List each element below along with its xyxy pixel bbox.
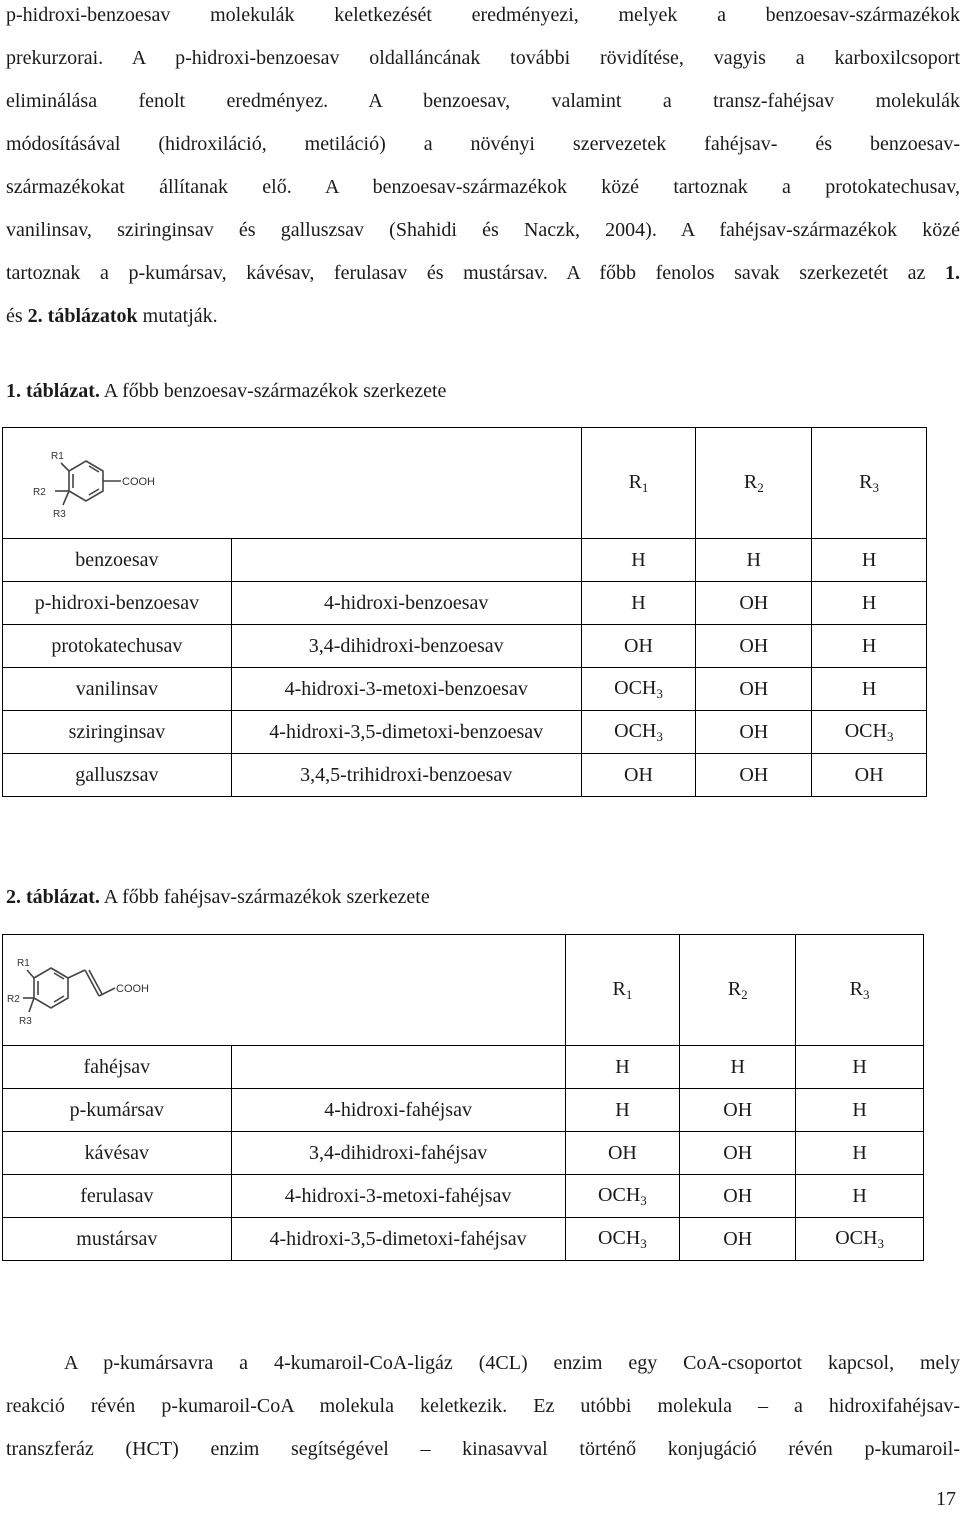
r1-cell: OH xyxy=(565,1132,680,1175)
intro-line: vanilinsav, sziringinsav és galluszsav (Shahidi és Naczk, 2004). A fahéjsav-származékok közé xyxy=(6,219,960,241)
compound-name-cell: vanilinsav xyxy=(3,668,232,711)
table-row xyxy=(3,1046,924,1089)
table2-header-r2 xyxy=(680,935,796,1046)
table1-header-row xyxy=(3,428,927,539)
r2-cell: H xyxy=(696,539,812,582)
iupac-name-cell: 3,4,5-trihidroxi-benzoesav xyxy=(231,754,581,797)
iupac-name-cell: 4-hidroxi-benzoesav xyxy=(231,582,581,625)
table-row xyxy=(3,668,927,711)
r3-cell: H xyxy=(812,625,927,668)
r1-cell: $OCH_3$ xyxy=(565,1175,680,1218)
table-row xyxy=(3,539,927,582)
r3-sub: 3 xyxy=(872,479,879,495)
compound-name-cell: protokatechusav xyxy=(3,625,232,668)
r2-cell: OH xyxy=(680,1132,796,1175)
cooh-label: COOH xyxy=(122,476,155,488)
r1-cell: OH xyxy=(581,625,696,668)
table-row xyxy=(3,1175,924,1218)
table1-body xyxy=(3,539,927,797)
table1-caption xyxy=(6,380,446,403)
r3-label: R3 xyxy=(53,509,66,520)
table1-header-r2 xyxy=(696,428,812,539)
r3-cell: H xyxy=(812,539,927,582)
intro-line: prekurzorai. A p-hidroxi-benzoesav oldalláncának további rövidítése, vagyis a karboxilcsoport xyxy=(6,47,960,69)
r1-label: R1 xyxy=(51,451,64,462)
r1-cell: OH xyxy=(581,754,696,797)
cinnamic-acid-structure-image xyxy=(9,950,169,1030)
compound-name-cell: galluszsav xyxy=(3,754,232,797)
r1-cell: $OCH_3$ xyxy=(581,668,696,711)
r2-letter: R xyxy=(743,470,758,493)
r1-cell: H xyxy=(565,1089,680,1132)
r1-sub: 1 xyxy=(625,986,633,1002)
intro-line-last xyxy=(6,295,960,338)
iupac-name-cell: 4-hidroxi-3-metoxi-fahéjsav xyxy=(231,1175,565,1218)
iupac-name-cell: 3,4-dihidroxi-fahéjsav xyxy=(231,1132,565,1175)
r3-cell: H xyxy=(796,1089,924,1132)
table1-caption-text: A főbb benzoesav-származékok szerkezete xyxy=(103,380,447,402)
table2 xyxy=(2,934,924,1261)
page-number: 17 xyxy=(936,1488,956,1510)
table1-header-r3 xyxy=(812,428,927,539)
table-ref-1: 1. xyxy=(945,262,960,284)
r3-cell: H xyxy=(812,668,927,711)
intro-line xyxy=(6,252,960,295)
table2-caption-label: 2. táblázat. xyxy=(6,886,100,908)
intro-line: módosításával (hidroxiláció, metiláció) a növényi szervezetek fahéjsav- és benzoesav- xyxy=(6,133,960,155)
r3-label: R3 xyxy=(19,1016,32,1027)
intro-line: p-hidroxi-benzoesav molekulák keletkezését eredményezi, melyek a benzoesav-származékok xyxy=(6,4,960,26)
r2-sub: 2 xyxy=(757,479,764,495)
r3-cell: $OCH_3$ xyxy=(796,1218,924,1261)
iupac-name-cell: 4-hidroxi-3,5-dimetoxi-fahéjsav xyxy=(231,1218,565,1261)
r3-letter: R xyxy=(859,470,873,493)
compound-name-cell: fahéjsav xyxy=(3,1046,232,1089)
iupac-name-cell: 4-hidroxi-fahéjsav xyxy=(231,1089,565,1132)
r1-cell: $OCH_3$ xyxy=(581,711,696,754)
r1-cell: $OCH_3$ xyxy=(565,1218,680,1261)
table-ref-2: 2. táblázatok xyxy=(27,305,138,327)
r3-cell: H xyxy=(796,1175,924,1218)
closing-paragraph xyxy=(6,1342,960,1471)
compound-name-cell: benzoesav xyxy=(3,539,232,582)
iupac-name-cell: 4-hidroxi-3,5-dimetoxi-benzoesav xyxy=(231,711,581,754)
r2-label: R2 xyxy=(7,994,20,1005)
iupac-name-cell xyxy=(231,539,581,582)
table2-structure-cell xyxy=(3,935,566,1046)
table-row xyxy=(3,1132,924,1175)
table-row xyxy=(3,1218,924,1261)
iupac-name-cell xyxy=(231,1046,565,1089)
compound-name-cell: mustársav xyxy=(3,1218,232,1261)
r1-label: R1 xyxy=(17,958,30,969)
table2-body xyxy=(3,1046,924,1261)
table1 xyxy=(2,427,927,797)
cooh-label: COOH xyxy=(116,983,149,995)
r2-cell: OH xyxy=(696,711,812,754)
r3-letter: R xyxy=(849,977,863,1000)
closing-line: transzferáz (HCT) enzim segítségével – kinasavval történő konjugáció révén p-kumaroil- xyxy=(6,1438,960,1460)
table1-structure-cell xyxy=(3,428,582,539)
table-row xyxy=(3,754,927,797)
table2-header-r1 xyxy=(565,935,680,1046)
table-row xyxy=(3,582,927,625)
table2-caption xyxy=(6,886,430,909)
iupac-name-cell: 4-hidroxi-3-metoxi-benzoesav xyxy=(231,668,581,711)
intro-line: származékokat állítanak elő. A benzoesav-származékok közé tartoznak a protokatechusav, xyxy=(6,176,960,198)
r3-cell: H xyxy=(812,582,927,625)
table1-header-r1 xyxy=(581,428,696,539)
r2-cell: OH xyxy=(696,582,812,625)
compound-name-cell: p-kumársav xyxy=(3,1089,232,1132)
closing-line: A p-kumársavra a 4-kumaroil-CoA-ligáz (4CL) enzim egy CoA-csoportot kapcsol, mely xyxy=(64,1352,960,1374)
table-row xyxy=(3,711,927,754)
r1-letter: R xyxy=(628,470,642,493)
table1-caption-label: 1. táblázat. xyxy=(6,380,100,402)
r1-letter: R xyxy=(612,977,626,1000)
r2-cell: OH xyxy=(696,668,812,711)
r3-cell: H xyxy=(796,1132,924,1175)
r3-cell: $OCH_3$ xyxy=(812,711,927,754)
r2-cell: OH xyxy=(680,1218,796,1261)
r3-cell: H xyxy=(796,1046,924,1089)
intro-paragraph xyxy=(6,0,960,338)
r1-cell: H xyxy=(581,539,696,582)
compound-name-cell: sziringinsav xyxy=(3,711,232,754)
r1-sub: 1 xyxy=(641,479,649,495)
table2-caption-text: A főbb fahéjsav-származékok szerkezete xyxy=(103,886,430,908)
r1-cell: H xyxy=(565,1046,680,1089)
r3-cell: OH xyxy=(812,754,927,797)
closing-line: reakció révén p-kumaroil-CoA molekula keletkezik. Ez utóbbi molekula – a hidroxifahéjsav- xyxy=(6,1395,960,1417)
intro-line-text: tartoznak a p-kumársav, kávésav, ferulasav és mustársav. A főbb fenolos savak szerkezetét az xyxy=(6,262,926,284)
r2-cell: OH xyxy=(696,754,812,797)
table-row xyxy=(3,1089,924,1132)
benzoic-acid-structure-image xyxy=(31,443,171,523)
r1-cell: H xyxy=(581,582,696,625)
compound-name-cell: p-hidroxi-benzoesav xyxy=(3,582,232,625)
table-row xyxy=(3,625,927,668)
r2-letter: R xyxy=(727,977,742,1000)
r2-cell: OH xyxy=(680,1089,796,1132)
iupac-name-cell: 3,4-dihidroxi-benzoesav xyxy=(231,625,581,668)
r2-cell: OH xyxy=(696,625,812,668)
r3-sub: 3 xyxy=(862,986,870,1002)
r2-cell: OH xyxy=(680,1175,796,1218)
compound-name-cell: kávésav xyxy=(3,1132,232,1175)
compound-name-cell: ferulasav xyxy=(3,1175,232,1218)
intro-suffix: mutatják. xyxy=(142,305,218,327)
table2-header-row xyxy=(3,935,924,1046)
r2-sub: 2 xyxy=(741,986,748,1002)
r2-cell: H xyxy=(680,1046,796,1089)
r2-label: R2 xyxy=(33,487,46,498)
intro-line: eliminálása fenolt eredményez. A benzoesav, valamint a transz-fahéjsav molekulák xyxy=(6,90,960,112)
intro-and: és xyxy=(6,305,23,327)
table2-header-r3 xyxy=(796,935,924,1046)
